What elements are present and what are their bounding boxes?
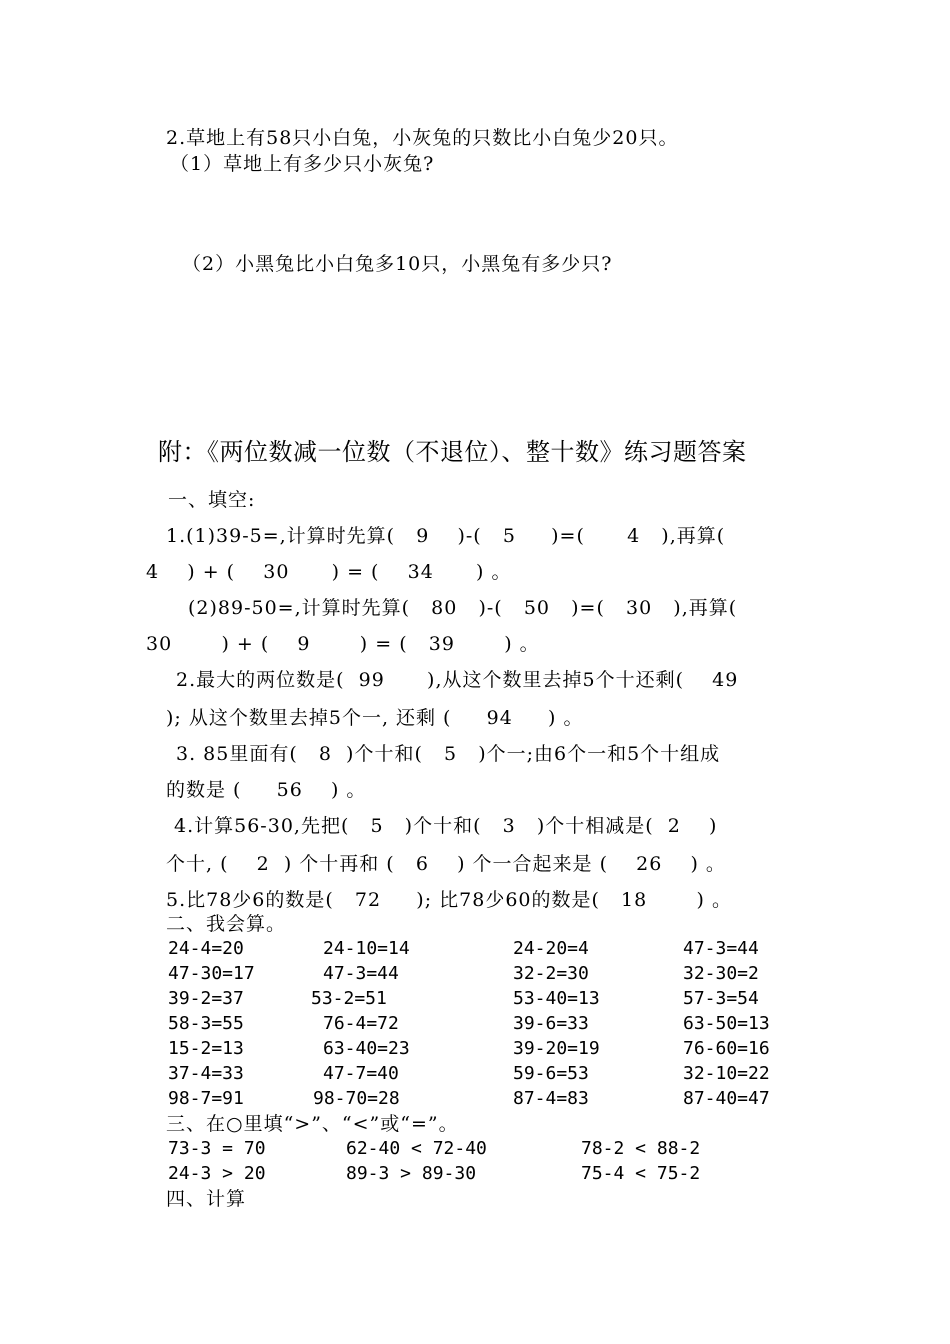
calc-item: 47-30=17 xyxy=(168,963,255,984)
fill-line-2: 4 ) + ( 30 ) = ( 34 ) 。 xyxy=(146,561,512,583)
calc-item: 87-40=47 xyxy=(683,1088,770,1109)
fill-line-7: 3. 85里面有( 8 )个十和( 5 )个一;由6个一和5个十组成 xyxy=(176,743,721,765)
section-4-heading: 四、计算 xyxy=(166,1188,247,1210)
compare-item: 78-2 < 88-2 xyxy=(581,1138,701,1159)
calc-item: 39-20=19 xyxy=(513,1038,600,1059)
calc-item: 59-6=53 xyxy=(513,1063,589,1084)
calc-item: 98-70=28 xyxy=(313,1088,400,1109)
fill-line-3: (2)89-50=,计算时先算( 80 )-( 50 )=( 30 ),再算( xyxy=(188,597,738,619)
calc-item: 57-3=54 xyxy=(683,988,759,1009)
calc-item: 53-40=13 xyxy=(513,988,600,1009)
fill-line-9: 4.计算56-30,先把( 5 )个十和( 3 )个十相减是( 2 ) xyxy=(174,815,718,837)
calc-item: 39-6=33 xyxy=(513,1013,589,1034)
calc-item: 15-2=13 xyxy=(168,1038,244,1059)
calc-item: 47-7=40 xyxy=(323,1063,399,1084)
fill-line-6: ); 从这个数里去掉5个一, 还剩 ( 94 ) 。 xyxy=(166,707,584,729)
fill-line-5: 2.最大的两位数是( 99 ),从这个数里去掉5个十还剩( 49 xyxy=(176,669,739,691)
calc-item: 76-4=72 xyxy=(323,1013,399,1034)
calc-item: 32-30=2 xyxy=(683,963,759,984)
calc-item: 32-2=30 xyxy=(513,963,589,984)
calc-item: 39-2=37 xyxy=(168,988,244,1009)
problem-2-question-2: （2）小黑兔比小白兔多10只，小黑兔有多少只? xyxy=(182,253,613,275)
calc-item: 76-60=16 xyxy=(683,1038,770,1059)
compare-item: 24-3 > 20 xyxy=(168,1163,266,1184)
problem-2-question-1: （1）草地上有多少只小灰兔? xyxy=(170,153,435,175)
calc-item: 24-10=14 xyxy=(323,938,410,959)
compare-item: 73-3 = 70 xyxy=(168,1138,266,1159)
section-2-heading: 二、我会算。 xyxy=(166,913,287,935)
calc-item: 63-50=13 xyxy=(683,1013,770,1034)
fill-line-8: 的数是 ( 56 ) 。 xyxy=(166,779,367,801)
fill-line-1: 1.(1)39-5=,计算时先算( 9 )-( 5 )=( 4 ),再算( xyxy=(166,525,726,547)
calc-item: 47-3=44 xyxy=(323,963,399,984)
calc-item: 53-2=51 xyxy=(311,988,387,1009)
section-3-heading: 三、在○里填“>”、“<”或“=”。 xyxy=(166,1113,459,1135)
calc-item: 58-3=55 xyxy=(168,1013,244,1034)
answer-title: 附：《两位数减一位数（不退位）、整十数》练习题答案 xyxy=(158,438,747,466)
calc-item: 63-40=23 xyxy=(323,1038,410,1059)
calc-item: 24-4=20 xyxy=(168,938,244,959)
fill-line-11: 5.比78少6的数是( 72 ); 比78少60的数是( 18 ) 。 xyxy=(166,889,732,911)
compare-item: 62-40 < 72-40 xyxy=(346,1138,487,1159)
compare-item: 89-3 > 89-30 xyxy=(346,1163,477,1184)
fill-line-10: 个十, ( 2 ) 个十再和 ( 6 ) 个一合起来是 ( 26 ) 。 xyxy=(166,853,726,875)
calc-item: 24-20=4 xyxy=(513,938,589,959)
calc-item: 47-3=44 xyxy=(683,938,759,959)
calc-item: 32-10=22 xyxy=(683,1063,770,1084)
compare-item: 75-4 < 75-2 xyxy=(581,1163,701,1184)
calc-item: 98-7=91 xyxy=(168,1088,244,1109)
section-1-heading: 一、填空: xyxy=(168,489,256,511)
problem-2-stem: 2.草地上有58只小白兔，小灰兔的只数比小白兔少20只。 xyxy=(166,127,679,149)
fill-line-4: 30 ) + ( 9 ) = ( 39 ) 。 xyxy=(146,633,540,655)
calc-item: 87-4=83 xyxy=(513,1088,589,1109)
calc-item: 37-4=33 xyxy=(168,1063,244,1084)
